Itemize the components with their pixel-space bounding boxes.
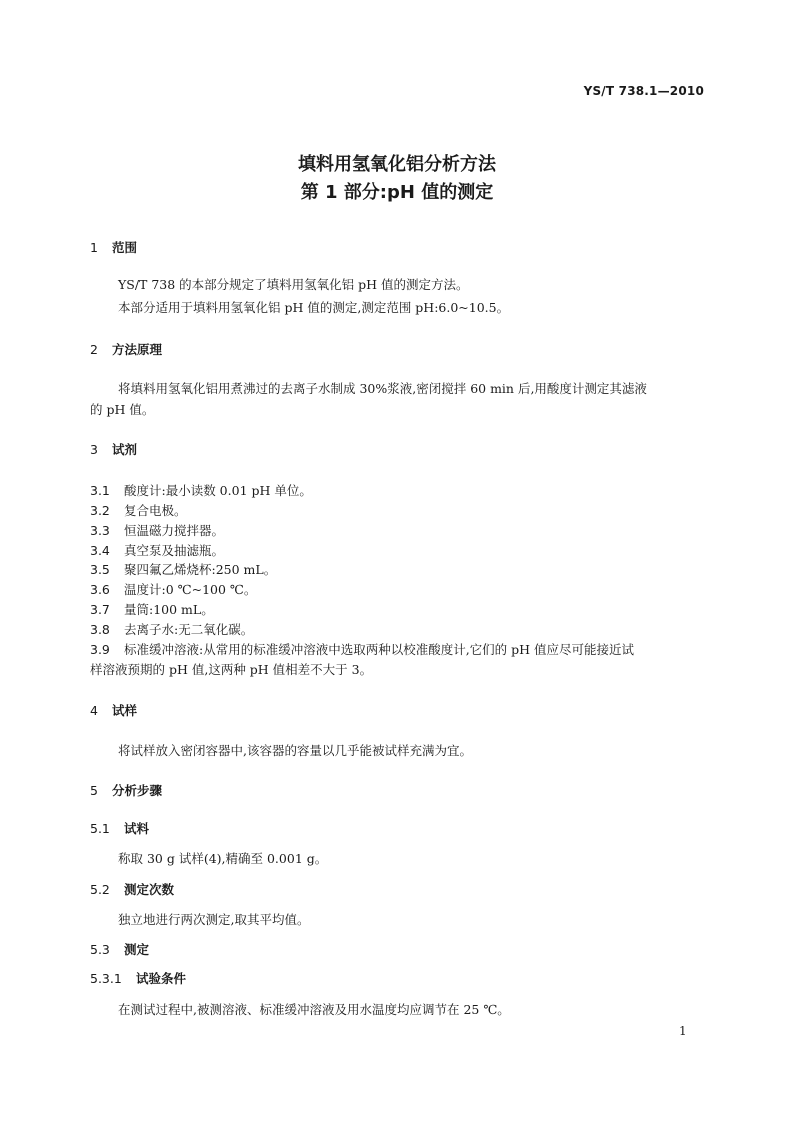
section-title: 试剂 [112,442,138,457]
item-number: 3.7 [90,602,110,617]
subsection-title: 测定次数 [124,882,175,897]
list-item [90,581,256,599]
list-item [90,522,224,540]
list-item [90,601,214,619]
subsection-title: 测定 [124,942,150,957]
paragraph: 称取 30 g 试样(4),精确至 0.001 g。 [118,851,328,866]
paragraph: 将填料用氢氧化铝用煮沸过的去离子水制成 30%浆液,密闭搅拌 60 min 后,用酸度计测定其滤液 [118,381,647,396]
subsection-5-1-heading [90,820,149,838]
list-item [90,641,634,659]
subsection-number: 5.1 [90,821,110,836]
item-text: 真空泵及抽滤瓶。 [124,543,225,558]
item-text: 酸度计:最小读数 0.01 pH 单位。 [124,483,312,498]
section-3-heading [90,441,137,459]
subsection-5-2-heading [90,881,174,899]
document-title: 填料用氢氧化铝分析方法 [298,154,496,175]
item-number: 3.5 [90,562,110,577]
subsection-title: 试验条件 [136,971,187,986]
paragraph: 将试样放入密闭容器中,该容器的容量以几乎能被试样充满为宜。 [118,743,472,758]
subsection-5-3-1-heading [90,970,186,988]
paragraph: YS/T 738 的本部分规定了填料用氢氧化铝 pH 值的测定方法。 [118,277,469,292]
section-title: 分析步骤 [112,783,163,798]
document-subtitle: 第 1 部分:pH 值的测定 [300,182,494,203]
subsection-number: 5.3 [90,942,110,957]
item-number: 3.4 [90,543,110,558]
page-number: 1 [679,1024,687,1038]
list-item [90,561,276,579]
subsection-5-3-heading [90,941,149,959]
subsection-number: 5.2 [90,882,110,897]
section-title: 方法原理 [112,342,163,357]
paragraph-continuation: 的 pH 值。 [90,402,155,417]
paragraph: 在测试过程中,被测溶液、标准缓冲溶液及用水温度均应调节在 25 ℃。 [118,1002,510,1017]
list-item [90,502,187,520]
standard-code: YS/T 738.1—2010 [583,84,704,98]
section-title: 范围 [112,240,138,255]
list-item-continuation: 样溶液预期的 pH 值,这两种 pH 值相差不大于 3。 [90,662,373,677]
item-number: 3.2 [90,503,110,518]
list-item [90,621,253,639]
item-number: 3.3 [90,523,110,538]
section-title: 试样 [112,703,138,718]
item-text: 复合电极。 [124,503,187,518]
item-text: 聚四氟乙烯烧杯:250 mL。 [124,562,277,577]
section-2-heading [90,341,162,359]
list-item [90,482,312,500]
item-text: 标准缓冲溶液:从常用的标准缓冲溶液中选取两种以校准酸度计,它们的 pH 值应尽可能接近试 [124,642,635,657]
paragraph: 本部分适用于填料用氢氧化铝 pH 值的测定,测定范围 pH:6.0~10.5。 [118,300,510,315]
item-text: 量筒:100 mL。 [124,602,214,617]
section-number: 3 [90,442,98,457]
item-number: 3.9 [90,642,110,657]
item-number: 3.6 [90,582,110,597]
section-4-heading [90,702,137,720]
section-number: 2 [90,342,98,357]
subsection-number: 5.3.1 [90,971,122,986]
section-1-heading [90,239,137,257]
paragraph: 独立地进行两次测定,取其平均值。 [118,912,310,927]
item-text: 去离子水:无二氧化碳。 [124,622,254,637]
item-number: 3.1 [90,483,110,498]
item-number: 3.8 [90,622,110,637]
section-5-heading [90,782,162,800]
section-number: 4 [90,703,98,718]
section-number: 5 [90,783,98,798]
list-item [90,542,224,560]
item-text: 温度计:0 ℃~100 ℃。 [124,582,257,597]
section-number: 1 [90,240,98,255]
item-text: 恒温磁力搅拌器。 [124,523,225,538]
subsection-title: 试料 [124,821,150,836]
